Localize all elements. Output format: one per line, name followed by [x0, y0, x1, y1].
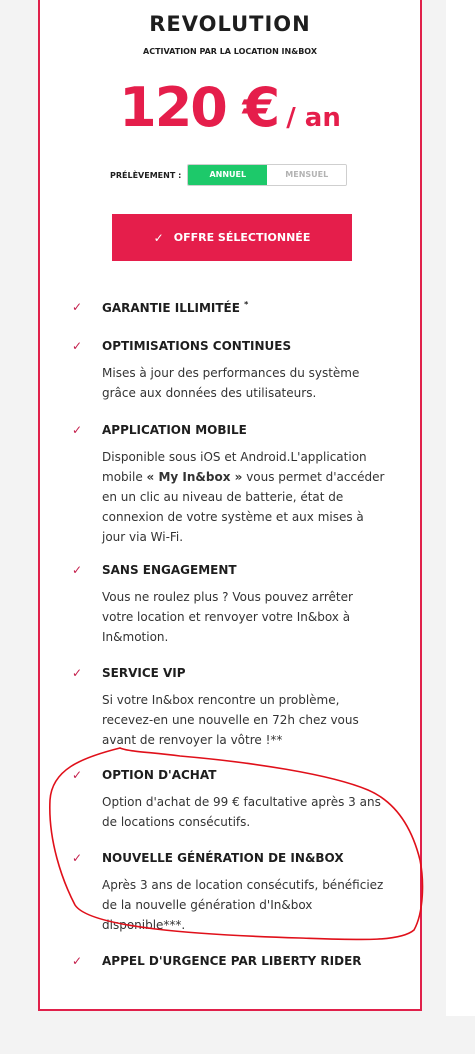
plan-subtitle: ACTIVATION PAR LA LOCATION IN&BOX — [143, 47, 317, 56]
feature-description: Disponible sous iOS et Android.L'application mobile « My In&box » vous permet d'accéder en un clic au niveau de batterie, état de connexion de votre système et aux mises à jour via Wi-Fi. — [102, 450, 385, 544]
offer-selected-button[interactable] — [112, 214, 352, 261]
check-icon: ✓ — [72, 851, 83, 865]
plan-title: REVOLUTION — [149, 12, 311, 36]
feature-title: APPLICATION MOBILE — [102, 423, 247, 437]
check-icon: ✓ — [153, 230, 164, 245]
feature-title: NOUVELLE GÉNÉRATION DE IN&BOX — [102, 851, 344, 865]
billing-toggle — [187, 164, 347, 186]
plan-card — [38, 0, 422, 1011]
feature-title: SANS ENGAGEMENT — [102, 563, 237, 577]
feature-description: Après 3 ans de location consécutifs, bénéficiez de la nouvelle génération d'In&box disponible***. — [102, 878, 384, 932]
billing-label: PRÉLÈVEMENT : — [110, 170, 182, 180]
check-icon: ✓ — [72, 768, 83, 782]
plan-price — [40, 76, 420, 139]
check-icon: ✓ — [72, 563, 83, 577]
check-icon: ✓ — [72, 666, 83, 680]
feature-description: Option d'achat de 99 € facultative après 3 ans de locations consécutifs. — [102, 795, 381, 829]
feature-title: APPEL D'URGENCE PAR LIBERTY RIDER — [102, 954, 362, 968]
feature-title: GARANTIE ILLIMITÉE * — [102, 300, 249, 315]
feature-title: OPTION D'ACHAT — [102, 768, 217, 782]
feature-title: OPTIMISATIONS CONTINUES — [102, 339, 292, 353]
billing-selector — [110, 164, 347, 186]
check-icon: ✓ — [72, 300, 83, 314]
feature-description: Vous ne roulez plus ? Vous pouvez arrêter votre location et renvoyer votre In&box à In&motion. — [102, 590, 353, 644]
feature-description: Mises à jour des performances du système grâce aux données des utilisateurs. — [102, 366, 360, 400]
billing-option-monthly[interactable]: MENSUEL — [267, 165, 346, 185]
offer-button-label: OFFRE SÉLECTIONNÉE — [173, 231, 311, 244]
feature-title: SERVICE VIP — [102, 666, 186, 680]
app-name: « My In&box » — [146, 470, 243, 484]
feature-description: Si votre In&box rencontre un problème, recevez-en une nouvelle en 72h chez vous avant de renvoyer la vôtre !** — [102, 693, 359, 747]
check-icon: ✓ — [72, 339, 83, 353]
price-amount: 120 € — [119, 76, 279, 139]
check-icon: ✓ — [72, 954, 83, 968]
billing-option-annual[interactable]: ANNUEL — [188, 165, 267, 185]
side-panel — [446, 0, 475, 1016]
footnote-mark: * — [244, 300, 249, 309]
check-icon: ✓ — [72, 423, 83, 437]
price-period: / an — [286, 103, 341, 133]
